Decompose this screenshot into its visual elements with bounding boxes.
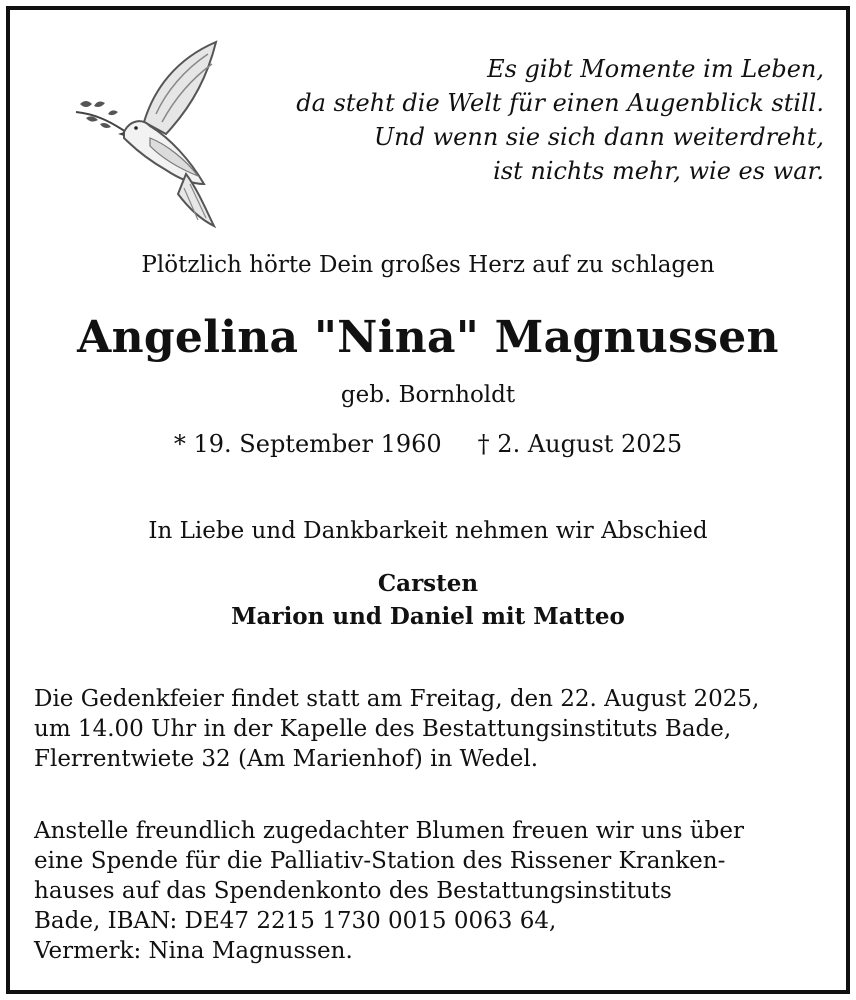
poem-line: Es gibt Momente im Leben,	[487, 55, 824, 83]
donation-line: Bade, IBAN: DE47 2215 1730 0015 0063 64,	[34, 908, 557, 934]
family-names	[10, 567, 846, 633]
notice-frame	[6, 6, 850, 994]
memorial-paragraph	[34, 684, 830, 774]
life-dates	[10, 430, 846, 458]
farewell-text: In Liebe und Dankbarkeit nehmen wir Abschied	[148, 518, 708, 544]
memorial-line: um 14.00 Uhr in der Kapelle des Bestattungsinstituts Bade,	[34, 716, 732, 742]
donation-paragraph	[34, 816, 830, 966]
birth-date: * 19. September 1960	[173, 430, 442, 458]
death-date: † 2. August 2025	[477, 430, 683, 458]
donation-line: Anstelle freundlich zugedachter Blumen freuen wir uns über	[34, 818, 744, 844]
poem-line: da steht die Welt für einen Augenblick still.	[296, 89, 824, 117]
donation-line: hauses auf das Spendenkonto des Bestattungsinstituts	[34, 878, 672, 904]
donation-line: eine Spende für die Palliativ-Station des Rissener Kranken-	[34, 848, 726, 874]
donation-line: Vermerk: Nina Magnussen.	[34, 938, 353, 964]
dove-icon	[66, 34, 226, 234]
family-line: Carsten	[377, 570, 479, 597]
memorial-line: Die Gedenkfeier findet statt am Freitag, den 22. August 2025,	[34, 686, 760, 712]
memorial-line: Flerrentwiete 32 (Am Marienhof) in Wedel.	[34, 746, 539, 772]
intro-text: Plötzlich hörte Dein großes Herz auf zu schlagen	[141, 252, 715, 278]
deceased-name: Angelina "Nina" Magnussen	[77, 312, 779, 363]
birth-name: geb. Bornholdt	[340, 382, 516, 408]
poem	[224, 52, 824, 188]
poem-line: ist nichts mehr, wie es war.	[493, 157, 824, 185]
poem-line: Und wenn sie sich dann weiterdreht,	[373, 123, 824, 151]
family-line: Marion und Daniel mit Matteo	[231, 603, 625, 630]
